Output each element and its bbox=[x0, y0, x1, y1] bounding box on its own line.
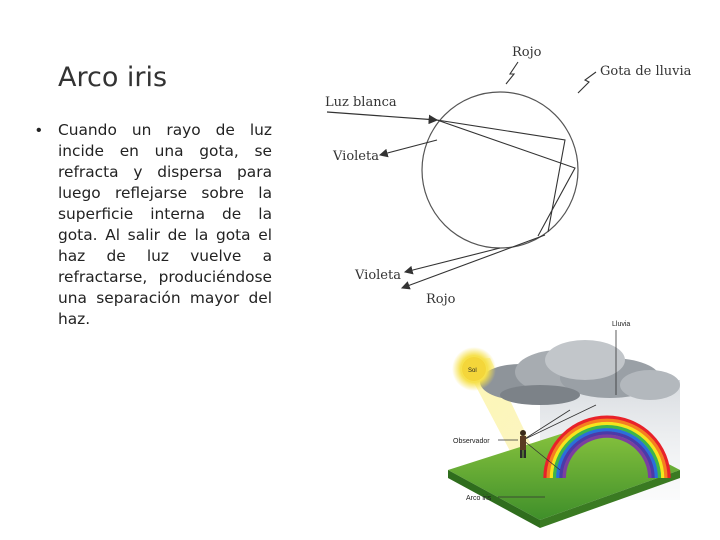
label-lluvia: Lluvia bbox=[612, 321, 631, 328]
bullet-text: Cuando un rayo de luz incide en una gota, se refracta y dispersa para luego reflejarse sobre la superficie interna de la gota. Al salir de la gota el haz de luz vuelve a refractarse, produciéndose una separación mayor del haz. bbox=[58, 121, 272, 328]
label-gota-de-lluvia: Gota de lluvia bbox=[600, 64, 692, 79]
label-violeta-low: Violeta bbox=[355, 268, 401, 283]
label-sol: Sol bbox=[468, 368, 477, 374]
label-rojo-top: Rojo bbox=[512, 45, 542, 60]
slide-title: Arco iris bbox=[58, 62, 168, 93]
label-observador: Observador bbox=[453, 438, 490, 445]
label-arco-iris: Arco iris bbox=[466, 495, 492, 502]
label-violeta-mid: Violeta bbox=[333, 149, 379, 164]
label-luz-blanca: Luz blanca bbox=[325, 95, 397, 110]
bullet-point-icon: • bbox=[36, 122, 42, 139]
label-rojo-low: Rojo bbox=[426, 292, 456, 307]
